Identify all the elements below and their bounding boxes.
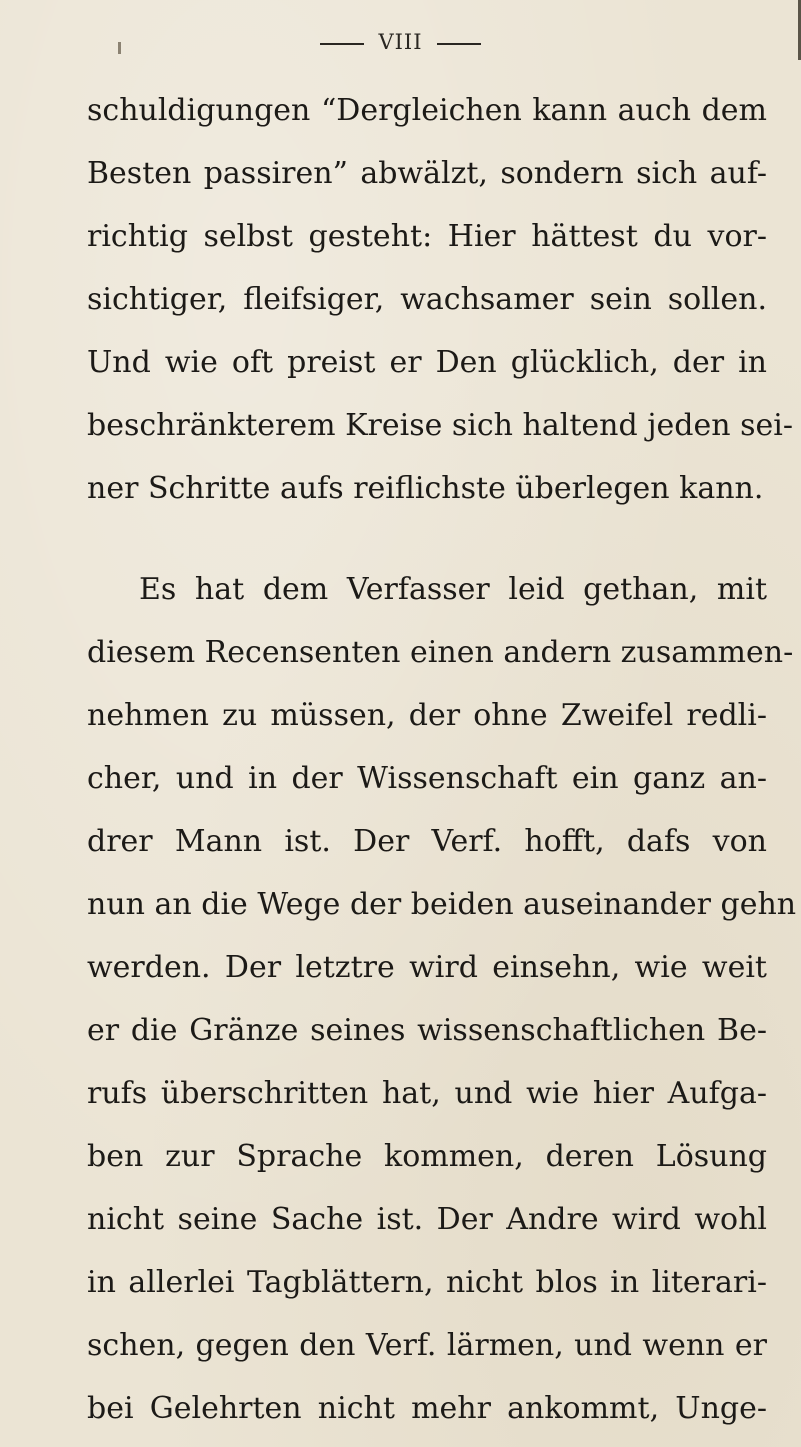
text-line: ben zur Sprache kommen, deren Lösung [87, 1139, 767, 1174]
text-line: rufs überschritten hat, und wie hier Aufga- [87, 1076, 767, 1111]
text-line: richtig selbst gesteht: Hier hättest du vor- [87, 219, 767, 254]
text-line: werden. Der letztre wird einsehn, wie weit [87, 950, 767, 985]
page-number: VIII [378, 30, 423, 54]
text-line: drer Mann ist. Der Verf. hofft, dafs von [87, 824, 767, 859]
header-dash-left [320, 43, 364, 45]
text-line: nehmen zu müssen, der ohne Zweifel redli- [87, 698, 767, 733]
text-line: nun an die Wege der beiden auseinander gehn [87, 887, 797, 922]
paragraph-first-line: Es hat dem Verfasser leid gethan, mit [139, 572, 767, 607]
text-line: beschränkterem Kreise sich haltend jeden sei- [87, 408, 793, 443]
text-line: sichtiger, fleifsiger, wachsamer sein sollen. [87, 282, 767, 317]
text-line: ner Schritte aufs reiflichste überlegen kann. [87, 471, 764, 506]
text-line: bei Gelehrten nicht mehr ankommt, Unge- [87, 1391, 767, 1426]
page-header [0, 30, 801, 54]
text-line: diesem Recensenten einen andern zusammen- [87, 635, 794, 670]
text-line: in allerlei Tagblättern, nicht blos in literari- [87, 1265, 767, 1300]
text-line: schen, gegen den Verf. lärmen, und wenn er [87, 1328, 767, 1363]
text-line: Und wie oft preist er Den glücklich, der in [87, 345, 767, 380]
text-line: schuldigungen “Dergleichen kann auch dem [87, 93, 767, 128]
header-dash-right [437, 43, 481, 45]
text-line: nicht seine Sache ist. Der Andre wird wohl [87, 1202, 767, 1237]
text-line: Besten passiren” abwälzt, sondern sich auf- [87, 156, 767, 191]
text-line: cher, und in der Wissenschaft ein ganz an- [87, 761, 767, 796]
text-line: er die Gränze seines wissenschaftlichen Be- [87, 1013, 767, 1048]
